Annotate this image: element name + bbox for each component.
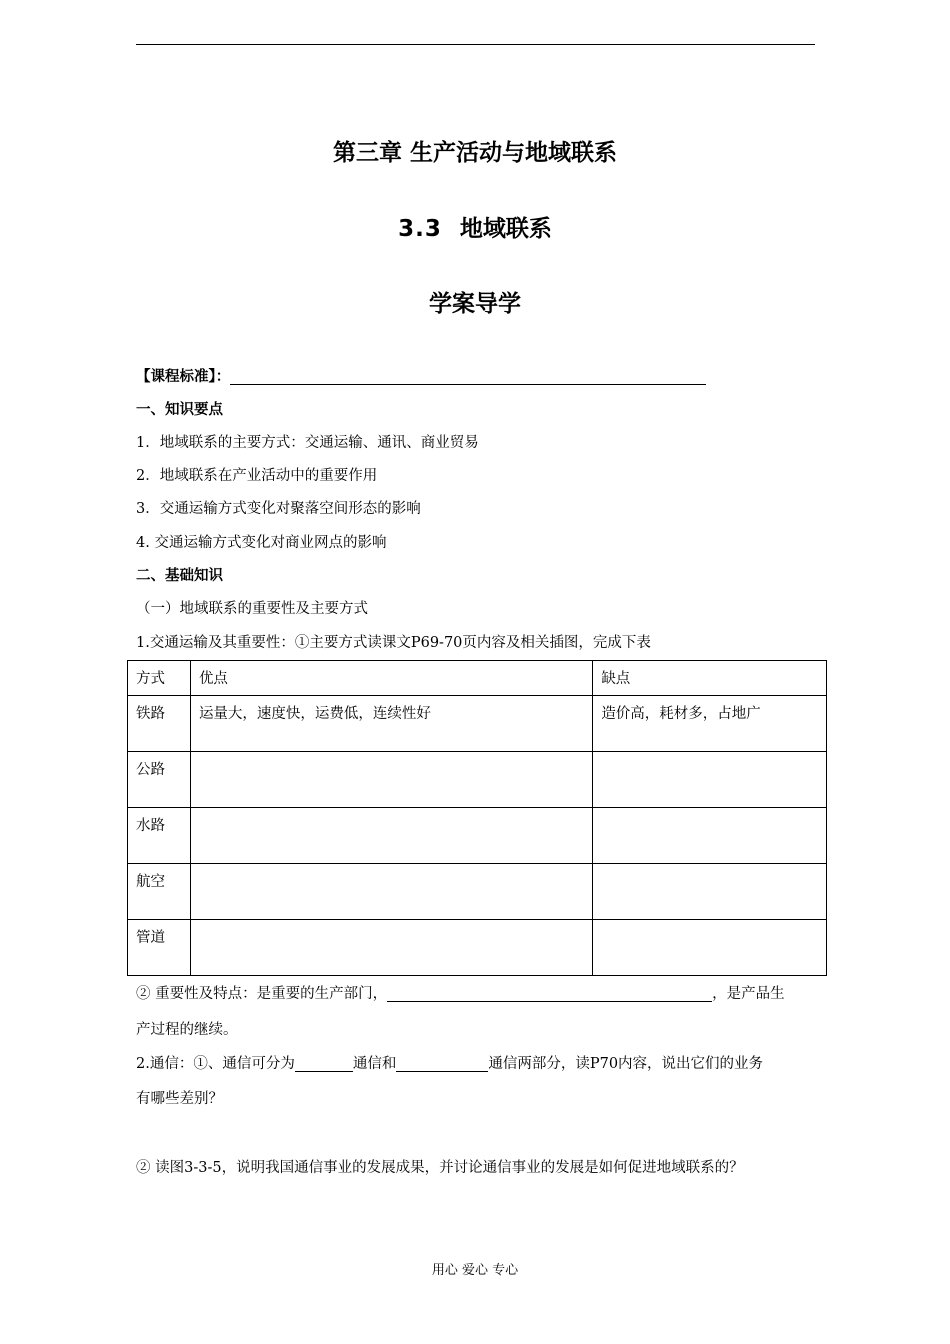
question-transport: 1.交通运输及其重要性：①主要方式读课文P69-70页内容及相关插图，完成下表 bbox=[136, 635, 651, 651]
header-rule bbox=[136, 44, 815, 45]
cell-disadvantage[interactable] bbox=[593, 808, 827, 864]
subtitle: 学案导学 bbox=[429, 291, 521, 317]
cell-mode: 管道 bbox=[128, 920, 191, 976]
table-row bbox=[128, 864, 827, 920]
header-advantage: 优点 bbox=[190, 661, 592, 696]
cell-advantage[interactable] bbox=[190, 808, 592, 864]
comm-blank-1[interactable] bbox=[295, 1055, 353, 1072]
curriculum-label: 【课程标准】： bbox=[136, 369, 231, 385]
communication-question-cont: 有哪些差别？ bbox=[136, 1091, 223, 1107]
importance-line bbox=[136, 982, 785, 1003]
section-title bbox=[0, 210, 950, 243]
table-row bbox=[128, 696, 827, 752]
comm-part-1: 2.通信：①、通信可分为 bbox=[136, 1056, 295, 1072]
section-number: 3.3 bbox=[398, 216, 442, 242]
communication-question-b: ② 读图3-3-5，说明我国通信事业的发展成果，并讨论通信事业的发展是如何促进地域联系的？ bbox=[136, 1160, 744, 1176]
part1-heading: 一、知识要点 bbox=[136, 402, 223, 418]
importance-blank[interactable] bbox=[387, 985, 712, 1002]
cell-disadvantage[interactable]: 造价高，耗材多，占地广 bbox=[593, 696, 827, 752]
table-row bbox=[128, 808, 827, 864]
transport-table bbox=[127, 660, 827, 976]
cell-mode: 铁路 bbox=[128, 696, 191, 752]
chapter-title: 第三章 生产活动与地域联系 bbox=[332, 140, 617, 166]
cell-advantage[interactable]: 运量大，速度快，运费低，连续性好 bbox=[190, 696, 592, 752]
header-disadvantage: 缺点 bbox=[593, 661, 827, 696]
importance-continuation: 产过程的继续。 bbox=[136, 1022, 238, 1038]
cell-advantage[interactable] bbox=[190, 920, 592, 976]
cell-mode: 公路 bbox=[128, 752, 191, 808]
cell-advantage[interactable] bbox=[190, 864, 592, 920]
curriculum-standard bbox=[136, 365, 706, 386]
knowledge-item-3: 3．交通运输方式变化对聚落空间形态的影响 bbox=[136, 501, 421, 517]
comm-part-2: 通信和 bbox=[352, 1056, 397, 1072]
table-row bbox=[128, 752, 827, 808]
part2-heading: 二、基础知识 bbox=[136, 568, 223, 584]
importance-prefix: ② 重要性及特点：是重要的生产部门， bbox=[136, 986, 388, 1002]
page-footer: 用心 爱心 专心 bbox=[431, 1263, 519, 1278]
importance-suffix: ，是产品生 bbox=[712, 986, 785, 1002]
header-mode: 方式 bbox=[128, 661, 191, 696]
subsection-heading: （一）地域联系的重要性及主要方式 bbox=[136, 601, 368, 617]
comm-part-3: 通信两部分，读P70内容，说出它们的业务 bbox=[488, 1056, 764, 1072]
curriculum-blank[interactable] bbox=[230, 368, 706, 385]
knowledge-item-4: 4. 交通运输方式变化对商业网点的影响 bbox=[136, 535, 387, 551]
cell-mode: 水路 bbox=[128, 808, 191, 864]
table-header-row bbox=[128, 661, 827, 696]
knowledge-item-2: 2．地域联系在产业活动中的重要作用 bbox=[136, 468, 378, 484]
cell-disadvantage[interactable] bbox=[593, 864, 827, 920]
communication-question bbox=[136, 1052, 763, 1073]
knowledge-item-1: 1．地域联系的主要方式：交通运输、通讯、商业贸易 bbox=[136, 435, 479, 451]
cell-disadvantage[interactable] bbox=[593, 752, 827, 808]
table-row bbox=[128, 920, 827, 976]
cell-disadvantage[interactable] bbox=[593, 920, 827, 976]
cell-mode: 航空 bbox=[128, 864, 191, 920]
section-name: 地域联系 bbox=[459, 216, 552, 242]
cell-advantage[interactable] bbox=[190, 752, 592, 808]
comm-blank-2[interactable] bbox=[396, 1055, 488, 1072]
